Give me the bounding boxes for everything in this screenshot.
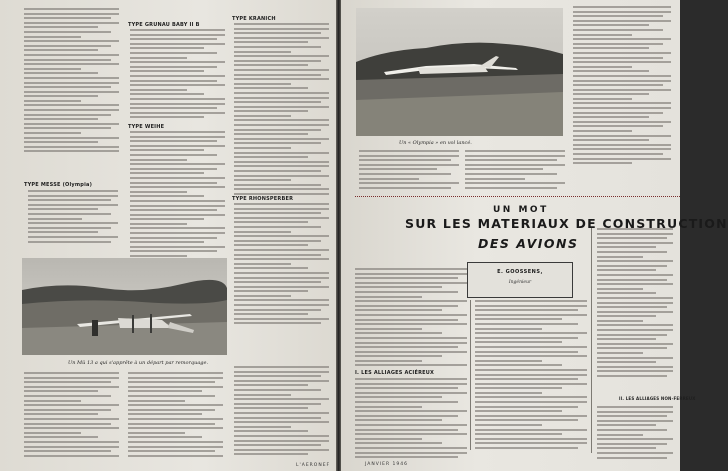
glider-on-field-image: [22, 258, 227, 355]
bottom-column-1-text: [24, 372, 119, 459]
right-column-text: [573, 6, 671, 167]
weihe-specs-text: [130, 131, 225, 260]
article-col-1-body: [355, 378, 467, 461]
heading-messe-olympia: TYPE MESSE (Olympia): [24, 182, 93, 188]
left-column-1-text: [24, 8, 119, 155]
article-intro-col-1: [355, 268, 467, 369]
left-footer-magazine: L'AERONEF: [296, 463, 331, 468]
section-divider: [355, 196, 680, 197]
heading-kranich: TYPE KRANICH: [232, 16, 276, 22]
article-col-2-body: [475, 300, 587, 452]
grunau-specs-text: [130, 29, 225, 121]
article-col-3-end: [597, 406, 673, 461]
towing-photo-caption: Un Mü 13 a qui s'apprête à un départ par remorquage.: [68, 360, 209, 366]
heading-alliages-non-ferreux: II. LES ALLIAGES NON-FERREUX: [619, 396, 696, 401]
right-intro-text-b: [465, 150, 565, 191]
olympia-glider-image: [356, 8, 563, 136]
footer-date: JANVIER 1946: [365, 462, 408, 467]
article-kicker: UN MOT: [493, 205, 549, 215]
author-role: Ingénieur: [508, 280, 532, 285]
article-col-3-body: [597, 228, 673, 380]
kranich-specs-text: [234, 23, 329, 198]
olympia-photo-caption: Un « Olympia » en vol lancé.: [399, 140, 472, 146]
bottom-column-3-text: [234, 366, 329, 458]
heading-grunau-baby: TYPE GRUNAU BABY II B: [128, 22, 200, 28]
messe-specs-text: [28, 190, 118, 245]
column-rule-2: [591, 228, 592, 453]
heading-rhonsperber: TYPE RHONSPERBER: [232, 196, 294, 202]
author-name: E. GOOSSENS,: [497, 269, 543, 275]
heading-alliages-aciereux: I. LES ALLIAGES ACIÉREUX: [355, 370, 435, 376]
right-intro-text-a: [359, 150, 459, 191]
bottom-column-2-text: [128, 372, 223, 459]
olympia-flight-photo: [356, 8, 563, 136]
article-title: SUR LES MATERIAUX DE CONSTRUCTION: [405, 216, 728, 231]
article-subtitle: DES AVIONS: [478, 236, 579, 251]
column-rule-1: [470, 300, 471, 450]
heading-weihe: TYPE WEIHE: [128, 124, 165, 130]
glider-towing-photo: [22, 258, 227, 355]
author-box: [467, 262, 573, 298]
rhonsperber-specs-text: [234, 203, 329, 327]
left-page: [0, 0, 336, 471]
